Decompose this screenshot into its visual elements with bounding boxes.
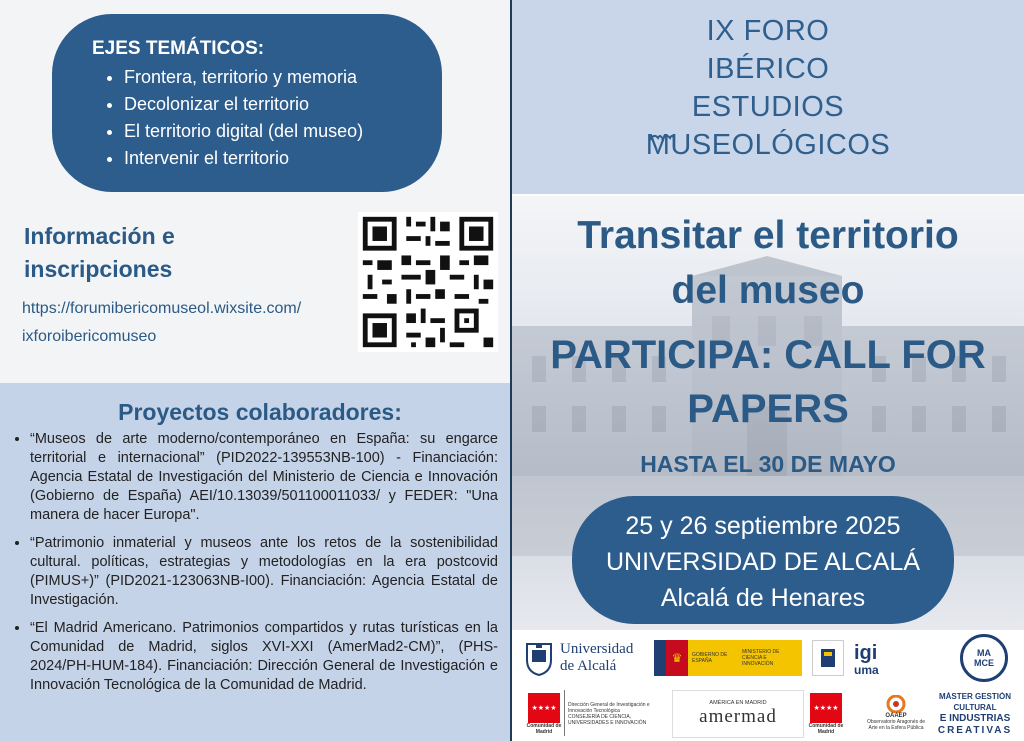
- aei-logo: [812, 640, 844, 676]
- oaaep-logo: [864, 688, 928, 738]
- deadline-text: HASTA EL 30 DE MAYO: [640, 451, 896, 477]
- proyectos-title: Proyectos colaboradores:: [118, 399, 402, 425]
- event-info-pill: [572, 496, 954, 624]
- info-title: [24, 220, 324, 286]
- gobierno-espana-logo: [654, 640, 802, 676]
- photo-panel: [512, 196, 1024, 630]
- heading-line: PAPERS: [687, 387, 849, 431]
- dg-line2: CONSEJERÍA DE CIENCIA, UNIVERSIDADES E INNOVACIÓN: [568, 714, 647, 726]
- eu-flag-strip: [654, 640, 666, 676]
- stars-icon: ★★★★: [810, 693, 842, 723]
- coat-of-arms-icon: ♛: [666, 640, 688, 676]
- comunidad-madrid-logo-2: [806, 690, 846, 738]
- uah-line1: Universidad: [560, 641, 634, 657]
- oaaep-icon: [883, 695, 909, 713]
- proyectos-panel: [0, 383, 510, 741]
- mamce-label: MA MCE: [974, 648, 994, 668]
- stars-icon: ★★★★: [528, 693, 560, 723]
- list-item: • Decolonizar el territorio: [124, 91, 422, 118]
- uah-logo: [524, 638, 656, 678]
- amermad-logo: [672, 690, 804, 738]
- info-title-line1: Información e: [24, 223, 175, 249]
- ejes-panel: [0, 0, 510, 383]
- ministerio-label: MINISTERIO DE CIENCIA E INNOVACIÓN: [742, 649, 780, 667]
- master-line2: E INDUSTRIAS: [939, 713, 1011, 724]
- list-item: • “El Madrid Americano. Patrimonios compartidos y rutas turísticas en la Comunidad de Madrid, siglos XVI-XXI (AmerMad2-CM)”, (PHS-2024/PH-HUM-184). Financiación: Dirección General de Investigación e Innovación Tecnológica de la Comunidad de Madrid.: [30, 619, 498, 695]
- list-item: • Intervenir el territorio: [124, 145, 422, 172]
- master-gestion-cultural-logo: [930, 692, 1020, 736]
- info-url-link-cont[interactable]: ixforoibericomuseo: [22, 328, 157, 345]
- gobierno-label: GOBIERNO DE ESPAÑA: [692, 652, 728, 664]
- master-line1: MÁSTER GESTIÓN CULTURAL: [938, 692, 1011, 712]
- headline-transitar: [512, 208, 1024, 318]
- cm-label-2: Comunidad de Madrid: [808, 723, 844, 735]
- foro-title: [512, 12, 1024, 164]
- uah-crest-icon: [524, 640, 554, 676]
- event-venue: UNIVERSIDAD DE ALCALÁ: [606, 548, 920, 576]
- america-label: AMÉRICA EN MADRID: [709, 700, 767, 706]
- oaaep-label: OAAEP: [885, 713, 907, 719]
- headline-line: Transitar el territorio: [577, 214, 959, 257]
- cm-label: Comunidad de Madrid: [526, 723, 562, 735]
- divider: [564, 690, 565, 736]
- foro-panel: [512, 0, 1024, 194]
- list-item: • “Patrimonio inmaterial y museos ante los retos de la sostenibilidad cultural. políticas, estrategias y metodologías en la era postcovid (PIMUS+)” (PID2021-123063NB-I00). Financiación: Agencia Estatal de Investigación.: [30, 534, 498, 610]
- ejes-title: EJES TEMÁTICOS:: [92, 38, 265, 59]
- call-for-papers-heading: [512, 328, 1024, 436]
- aei-icon: [818, 646, 838, 670]
- proyectos-list: [30, 430, 498, 704]
- mamce-logo: [960, 634, 1008, 682]
- foro-line: ESTUDIOS: [691, 91, 845, 123]
- info-title-line2: inscripciones: [24, 256, 173, 282]
- ejes-tematicos-pill: [52, 14, 442, 192]
- event-date: 25 y 26 septiembre 2025: [625, 512, 901, 540]
- master-line3: CREATIVAS: [937, 725, 1013, 736]
- igi-label: igi: [854, 642, 878, 664]
- birds-icon: [648, 130, 676, 144]
- list-item: • El territorio digital (del museo): [124, 118, 422, 145]
- logos-panel: [512, 630, 1024, 741]
- oaaep-sub: Observatorio Aragonés de Arte en la Esfera Pública: [866, 719, 926, 731]
- foro-line: IX FORO: [706, 15, 830, 47]
- list-item: • “Museos de arte moderno/contemporáneo en España: su engarce territorial e internacional” (PID2022-139553NB-100) - Financiación: Agencia Estatal de Investigación del Ministerio de Ciencia e Innovación (Gobierno de España) AEI/10.13039/501100011033/ y FEDER: "Una manera de hacer Europa".: [30, 430, 498, 525]
- ejes-list: [124, 64, 422, 172]
- uma-label: uma: [854, 663, 879, 677]
- heading-line: PARTICIPA: CALL FOR: [550, 333, 986, 377]
- direccion-general-text: [568, 692, 668, 736]
- comunidad-madrid-logo: [524, 690, 564, 738]
- list-item: • Frontera, territorio y memoria: [124, 64, 422, 91]
- igi-uma-logo: [854, 640, 944, 680]
- qr-code[interactable]: [358, 212, 498, 352]
- foro-line: IBÉRICO: [706, 53, 830, 85]
- foro-line: MUSEOLÓGICOS: [645, 129, 891, 161]
- event-city: Alcalá de Henares: [660, 584, 866, 612]
- uah-line2: de Alcalá: [560, 658, 617, 674]
- headline-line: del museo: [671, 269, 865, 312]
- info-url-link[interactable]: https://forumibericomuseol.wixsite.com/: [22, 300, 302, 317]
- amermad-label: amermad: [699, 706, 777, 727]
- dg-line1: Dirección General de Investigación e Innovación Tecnológica: [568, 702, 650, 714]
